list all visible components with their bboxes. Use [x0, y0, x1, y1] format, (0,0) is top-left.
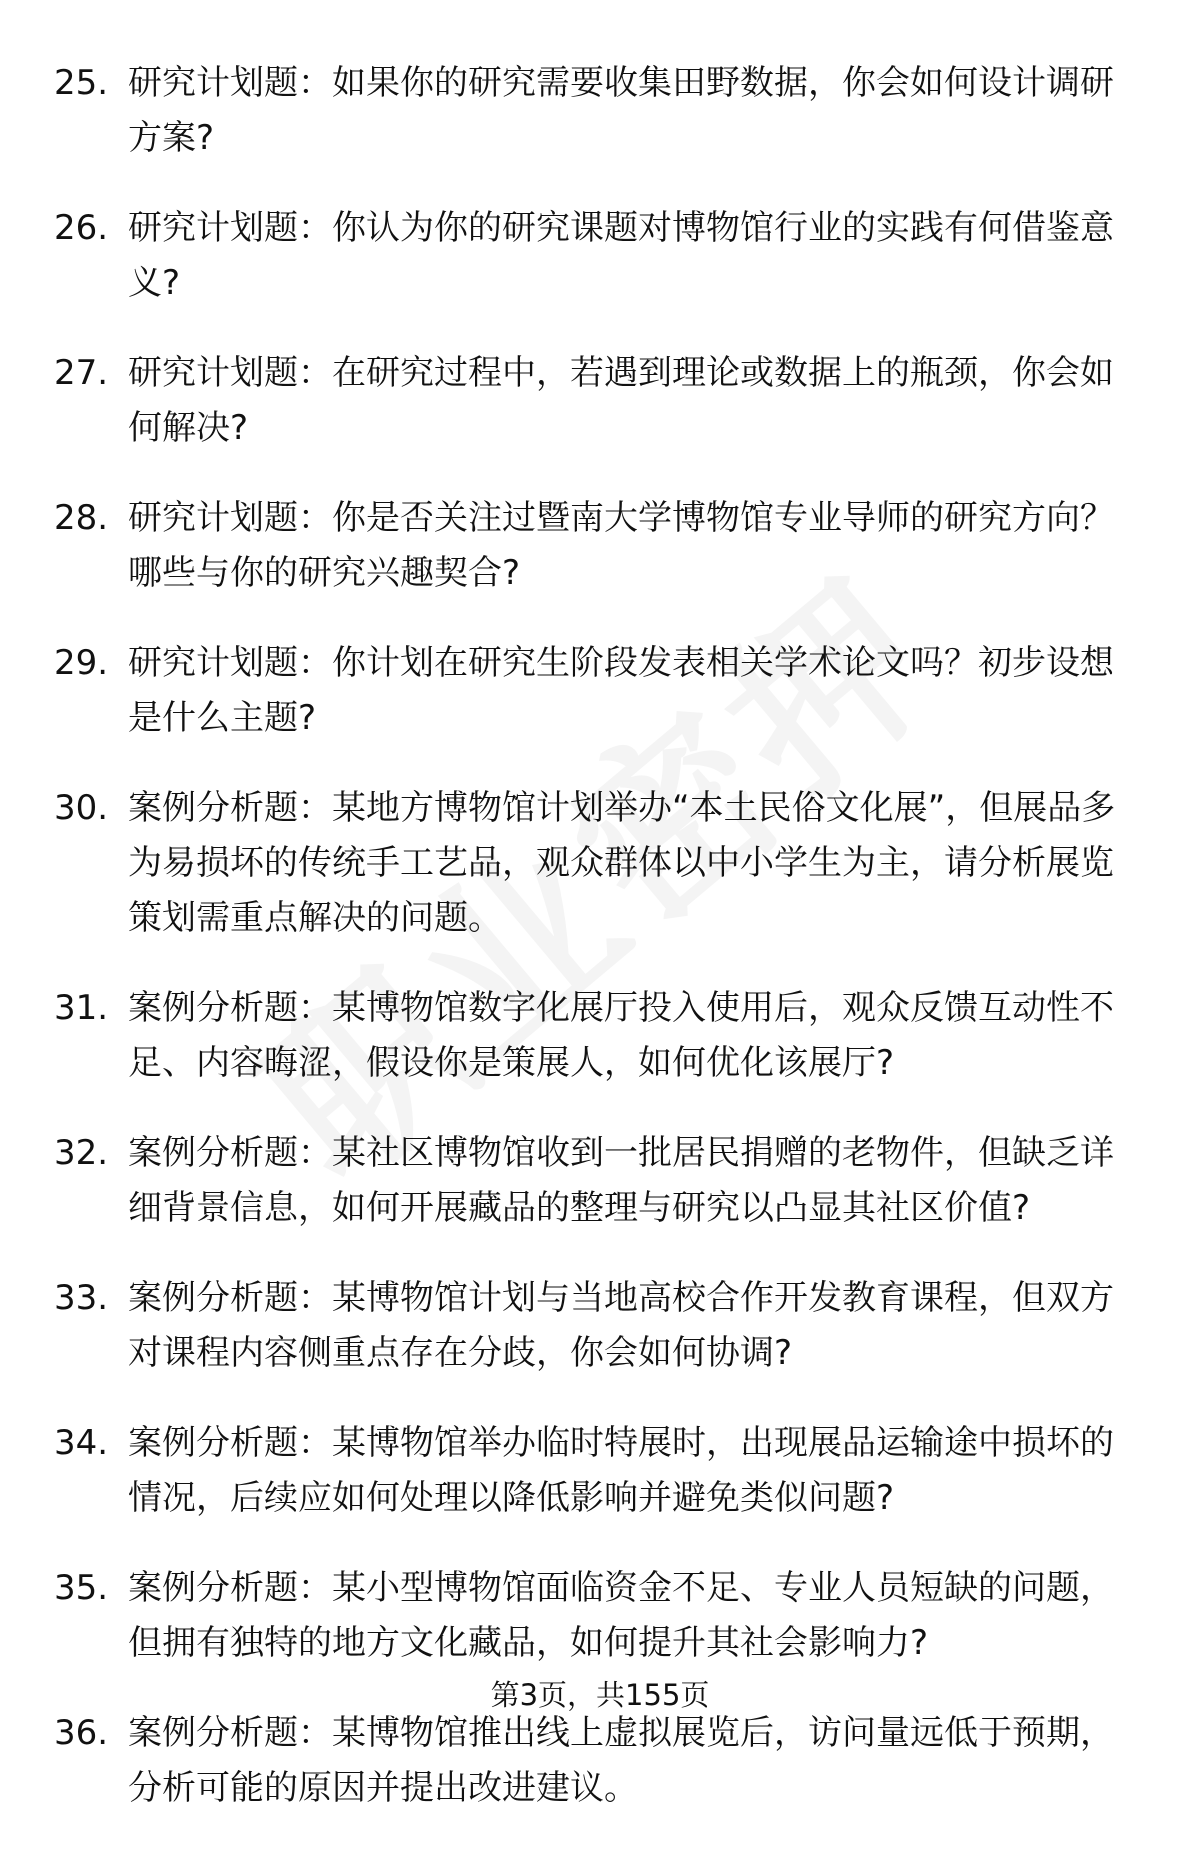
item-text: 研究计划题：你认为你的研究课题对博物馆行业的实践有何借鉴意义? — [128, 208, 1114, 303]
list-item — [54, 491, 1154, 601]
item-number: 25. — [54, 63, 109, 103]
item-text: 案例分析题：某社区博物馆收到一批居民捐赠的老物件，但缺乏详细背景信息，如何开展藏品的整理与研究以凸显其社区价值? — [128, 1133, 1114, 1228]
list-item — [54, 56, 1154, 166]
item-text: 研究计划题：在研究过程中，若遇到理论或数据上的瓶颈，你会如何解决? — [128, 353, 1114, 448]
item-number: 28. — [54, 498, 109, 538]
item-text: 研究计划题：如果你的研究需要收集田野数据，你会如何设计调研方案? — [128, 63, 1114, 158]
item-text: 案例分析题：某博物馆推出线上虚拟展览后，访问量远低于预期，分析可能的原因并提出改进建议。 — [128, 1713, 1114, 1808]
item-number: 34. — [54, 1423, 109, 1463]
list-item — [54, 1706, 1154, 1816]
list-item — [54, 1416, 1154, 1526]
item-text: 研究计划题：你计划在研究生阶段发表相关学术论文吗？初步设想是什么主题? — [128, 643, 1114, 738]
item-number: 32. — [54, 1133, 109, 1173]
list-item — [54, 1126, 1154, 1236]
item-number: 35. — [54, 1568, 109, 1608]
item-text: 案例分析题：某博物馆计划与当地高校合作开发教育课程，但双方对课程内容侧重点存在分歧，你会如何协调? — [128, 1278, 1114, 1373]
list-item — [54, 201, 1154, 311]
question-list — [54, 56, 1154, 1851]
item-number: 36. — [54, 1713, 109, 1753]
item-number: 26. — [54, 208, 109, 248]
list-item — [54, 636, 1154, 746]
item-number: 29. — [54, 643, 109, 683]
item-number: 33. — [54, 1278, 109, 1318]
item-number: 27. — [54, 353, 109, 393]
item-text: 案例分析题：某小型博物馆面临资金不足、专业人员短缺的问题，但拥有独特的地方文化藏品，如何提升其社会影响力? — [128, 1568, 1114, 1663]
item-text: 研究计划题：你是否关注过暨南大学博物馆专业导师的研究方向？哪些与你的研究兴趣契合? — [128, 498, 1114, 593]
list-item — [54, 346, 1154, 456]
item-text: 案例分析题：某博物馆举办临时特展时，出现展品运输途中损坏的情况，后续应如何处理以降低影响并避免类似问题? — [128, 1423, 1114, 1518]
item-number: 31. — [54, 988, 109, 1028]
list-item — [54, 781, 1154, 946]
list-item — [54, 1561, 1154, 1671]
list-item — [54, 981, 1154, 1091]
item-text: 案例分析题：某地方博物馆计划举办“本土民俗文化展”，但展品多为易损坏的传统手工艺品，观众群体以中小学生为主，请分析展览策划需重点解决的问题。 — [128, 788, 1116, 938]
item-text: 案例分析题：某博物馆数字化展厅投入使用后，观众反馈互动性不足、内容晦涩，假设你是策展人，如何优化该展厅? — [128, 988, 1114, 1083]
item-number: 30. — [54, 788, 109, 828]
list-item — [54, 1271, 1154, 1381]
page-number: 第3页，共155页 — [490, 1678, 710, 1712]
